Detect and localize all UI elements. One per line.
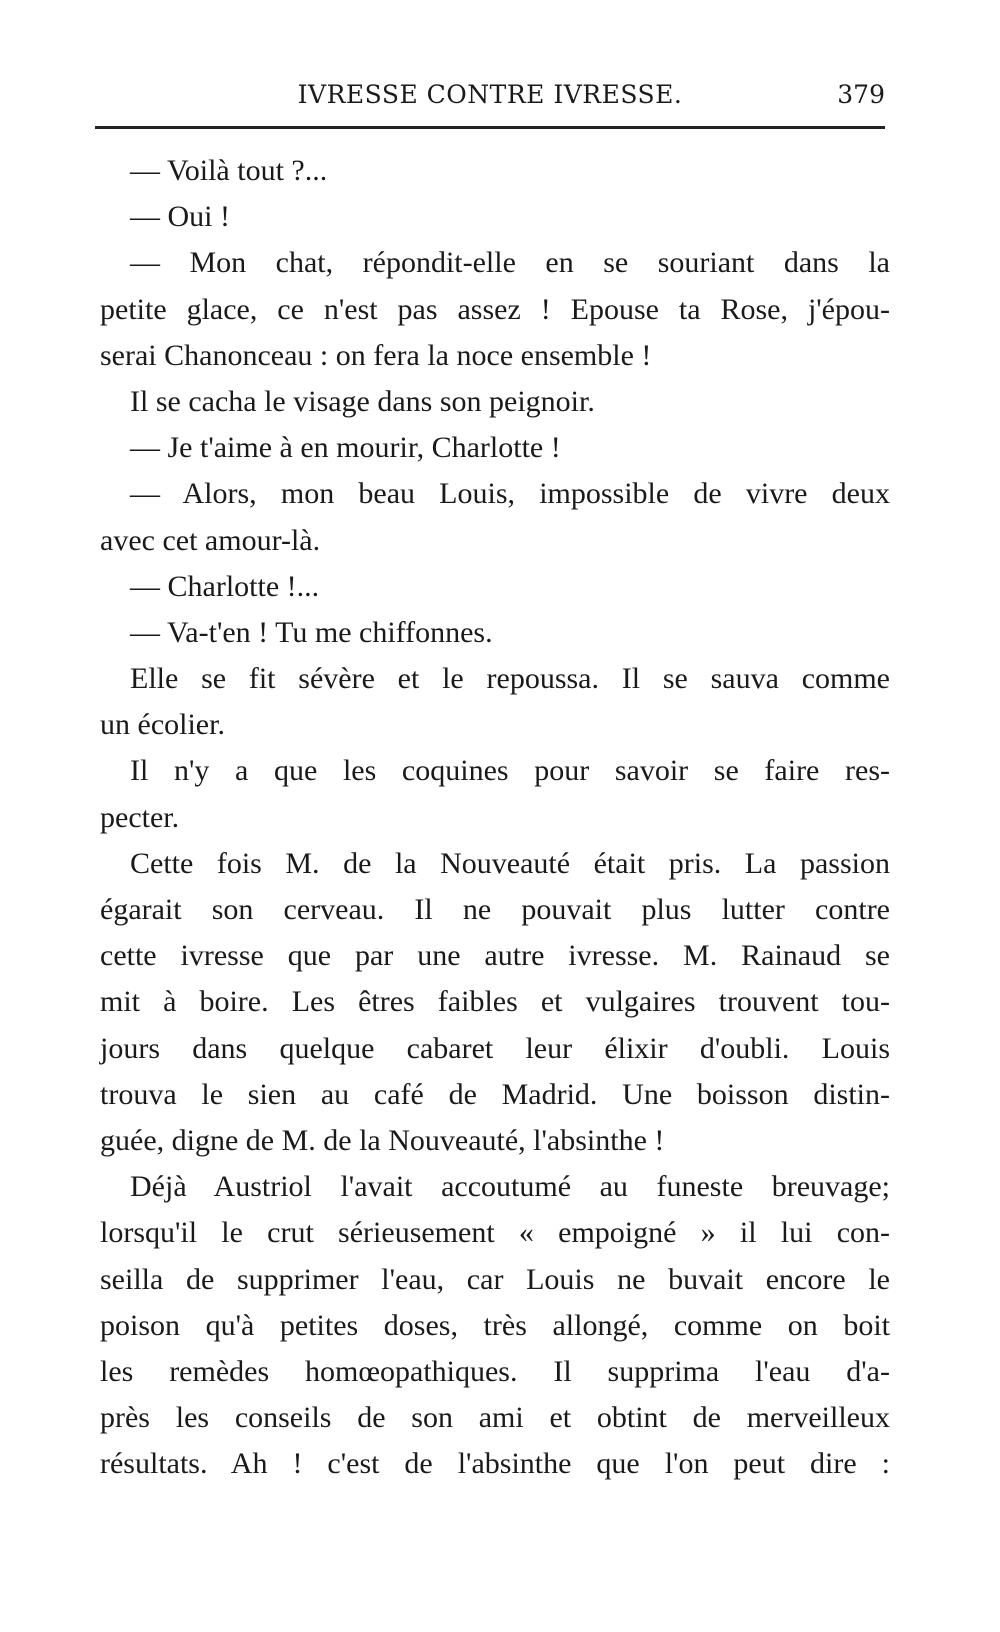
page-header xyxy=(95,80,885,116)
text-line: Elle se fit sévère et le repoussa. Il se sauva comme xyxy=(130,662,890,696)
text-line: résultats. Ah ! c'est de l'absinthe que l'on peut dire : xyxy=(100,1447,890,1481)
text-line: mit à boire. Les êtres faibles et vulgaires trouvent tou- xyxy=(100,985,890,1019)
text-line: guée, digne de M. de la Nouveauté, l'absinthe ! xyxy=(100,1123,665,1157)
running-title: IVRESSE CONTRE IVRESSE. xyxy=(297,80,683,109)
text-line: Il se cacha le visage dans son peignoir. xyxy=(130,384,595,418)
text-line: Déjà Austriol l'avait accoutumé au funeste breuvage; xyxy=(130,1170,890,1204)
header-rule xyxy=(95,126,885,129)
page-number: 379 xyxy=(837,80,885,109)
text-line: Cette fois M. de la Nouveauté était pris. La passion xyxy=(130,846,890,880)
text-line: près les conseils de son ami et obtint de merveilleux xyxy=(100,1401,890,1435)
text-line: petite glace, ce n'est pas assez ! Epouse ta Rose, j'épou- xyxy=(100,292,890,326)
text-line: les remèdes homœopathiques. Il supprima l'eau d'a- xyxy=(100,1354,890,1388)
text-line: seilla de supprimer l'eau, car Louis ne buvait encore le xyxy=(100,1262,890,1296)
text-line: un écolier. xyxy=(100,708,225,742)
text-line: Il n'y a que les coquines pour savoir se faire res- xyxy=(130,754,890,788)
text-line: cette ivresse que par une autre ivresse. M. Rainaud se xyxy=(100,939,890,973)
text-line: trouva le sien au café de Madrid. Une boisson distin- xyxy=(100,1077,890,1111)
text-line: — Je t'aime à en mourir, Charlotte ! xyxy=(130,431,561,465)
text-line: poison qu'à petites doses, très allongé, comme on boit xyxy=(100,1308,890,1342)
text-line: — Va-t'en ! Tu me chiffonnes. xyxy=(130,615,493,649)
text-line: jours dans quelque cabaret leur élixir d'oubli. Louis xyxy=(100,1031,890,1065)
text-line: — Charlotte !... xyxy=(130,569,320,603)
text-line: — Alors, mon beau Louis, impossible de vivre deux xyxy=(130,477,890,511)
text-line: — Voilà tout ?... xyxy=(130,154,328,187)
text-line: égarait son cerveau. Il ne pouvait plus lutter contre xyxy=(100,893,890,926)
text-line: serai Chanonceau : on fera la noce ensemble ! xyxy=(100,338,652,372)
text-line: lorsqu'il le crut sérieusement « empoigné » il lui con- xyxy=(100,1216,890,1250)
text-line: — Mon chat, répondit-elle en se souriant dans la xyxy=(130,246,890,280)
text-line: pecter. xyxy=(100,800,180,834)
body-text xyxy=(100,148,890,1487)
text-line: — Oui ! xyxy=(130,200,230,234)
text-line: avec cet amour-là. xyxy=(100,523,321,557)
